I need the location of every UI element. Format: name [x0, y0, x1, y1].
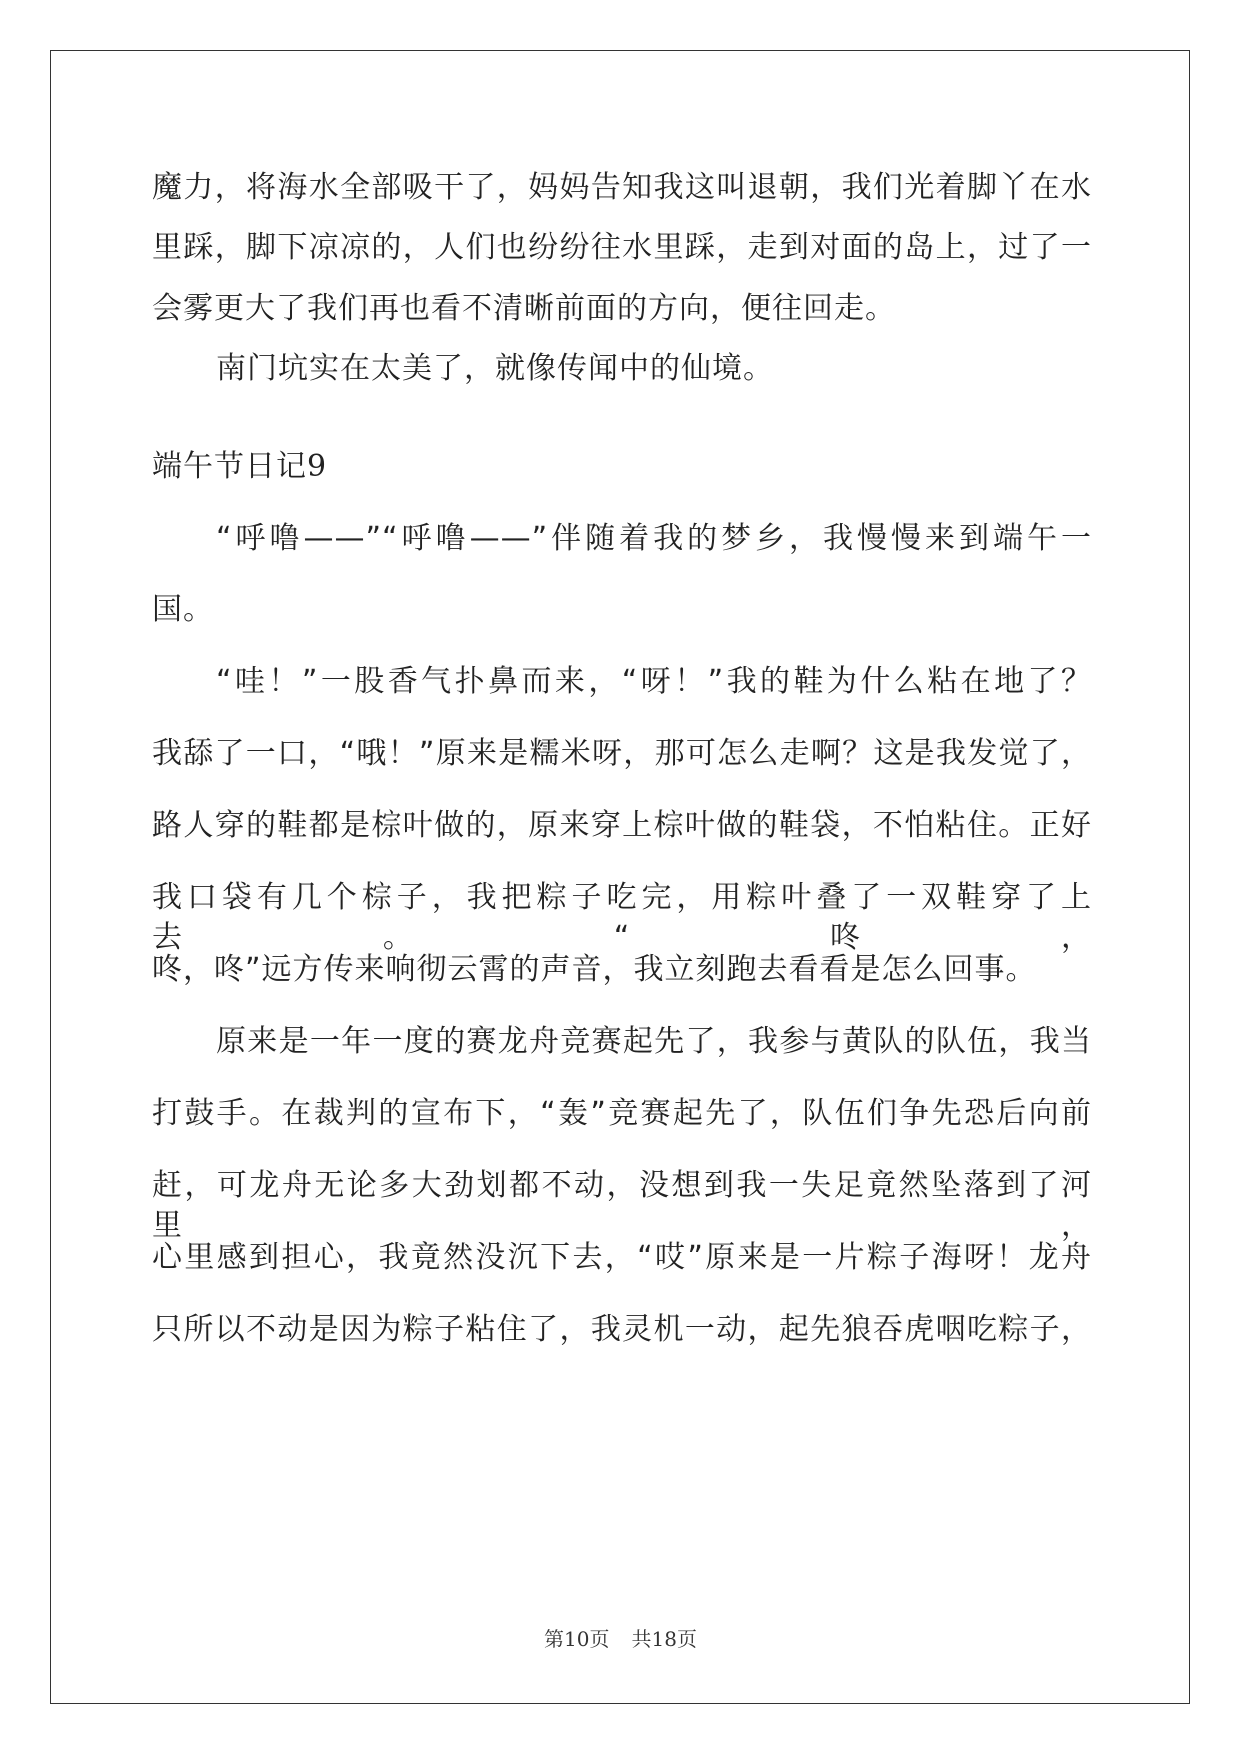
body-line: 只所以不动是因为粽子粘住了，我灵机一动，起先狼吞虎咽吃粽子，	[152, 1312, 1092, 1347]
paragraph-line: “呼噜——”“呼噜——”伴随着我的梦乡，我慢慢来到端午一	[216, 521, 1092, 556]
page-footer	[0, 1626, 1241, 1652]
body-line: 我口袋有几个棕子，我把粽子吃完，用粽叶叠了一双鞋穿了上去。“咚，	[152, 880, 1092, 955]
body-line: 国。	[152, 592, 214, 627]
paragraph-line: 原来是一年一度的赛龙舟竞赛起先了，我参与黄队的队伍，我当	[216, 1024, 1092, 1059]
body-line: 心里感到担心，我竟然没沉下去，“哎”原来是一片粽子海呀！龙舟	[152, 1240, 1092, 1275]
body-line: 路人穿的鞋都是棕叶做的，原来穿上棕叶做的鞋袋，不怕粘住。正好	[152, 808, 1092, 843]
body-line: 打鼓手。在裁判的宣布下，“轰”竞赛起先了，队伍们争先恐后向前	[152, 1096, 1092, 1131]
section-heading: 端午节日记9	[152, 449, 328, 484]
body-line: 魔力，将海水全部吸干了，妈妈告知我这叫退朝，我们光着脚丫在水	[152, 170, 1092, 205]
body-line: 咚，咚”远方传来响彻云霄的声音，我立刻跑去看看是怎么回事。	[152, 952, 1037, 987]
paragraph-line: “哇！”一股香气扑鼻而来，“呀！”我的鞋为什么粘在地了？	[216, 664, 1092, 699]
body-line: 赶，可龙舟无论多大劲划都不动，没想到我一失足竟然坠落到了河里，	[152, 1168, 1092, 1243]
body-line: 里踩，脚下凉凉的，人们也纷纷往水里踩，走到对面的岛上，过了一	[152, 230, 1092, 265]
paragraph-line: 南门坑实在太美了，就像传闻中的仙境。	[216, 351, 774, 386]
page-number: 第10页	[544, 1627, 610, 1651]
body-line: 我舔了一口，“哦！”原来是糯米呀，那可怎么走啊？这是我发觉了，	[152, 736, 1092, 771]
body-line: 会雾更大了我们再也看不清晰前面的方向，便往回走。	[152, 291, 896, 326]
page-total: 共18页	[631, 1627, 697, 1651]
